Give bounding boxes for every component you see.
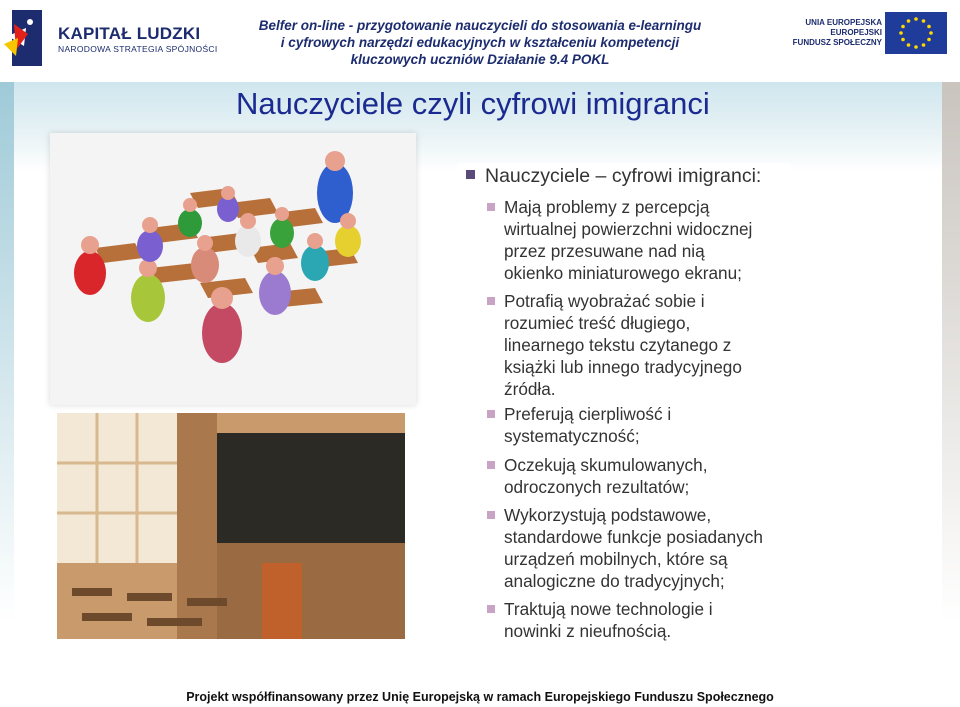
eu-label-line: FUNDUSZ SPOŁECZNY — [792, 38, 882, 47]
sub-bullet — [504, 504, 794, 592]
sub-bullet — [504, 454, 794, 498]
sub-bullet-icon — [487, 461, 495, 469]
project-title-line: Belfer on-line - przygotowanie nauczycieli do stosowania e-learningu — [258, 18, 702, 33]
sub-bullet — [504, 598, 794, 642]
sub-bullet-line: urządzeń mobilnych, które są — [504, 549, 728, 569]
main-bullet — [466, 165, 761, 188]
sub-bullet — [504, 403, 794, 447]
eu-flag-icon — [885, 12, 947, 54]
sub-bullet — [504, 290, 794, 400]
main-bullet-emphasis: cyfrowi imigranci — [611, 165, 756, 187]
sub-bullet-icon — [487, 605, 495, 613]
kapital-ludzki-subtitle: NARODOWA STRATEGIA SPÓJNOŚCI — [58, 44, 218, 54]
sub-bullet-line: systematyczność; — [504, 426, 640, 446]
sub-bullet-icon — [487, 511, 495, 519]
project-title-line: kluczowych uczniów Działanie 9.4 POKL — [350, 52, 610, 67]
classroom-photo — [57, 413, 405, 639]
sub-bullet-icon — [487, 297, 495, 305]
main-bullet-prefix: Nauczyciele – — [485, 165, 612, 187]
sub-bullet-line: przez przesuwane nad nią — [504, 241, 705, 261]
sub-bullet-line: Oczekują skumulowanych, — [504, 455, 708, 475]
sub-bullet-line: Traktują nowe technologie i — [504, 599, 713, 619]
footer-note: Projekt współfinansowany przez Unię Europejską w ramach Europejskiego Funduszu Społecznego — [186, 690, 774, 704]
eu-label-line: EUROPEJSKI — [830, 28, 882, 37]
slide-title: Nauczyciele czyli cyfrowi imigranci — [236, 86, 710, 121]
sub-bullet-line: linearnego tekstu czytanego z — [504, 335, 732, 355]
sub-bullet-line: standardowe funkcje posiadanych — [504, 527, 763, 547]
sub-bullet-line: źródła. — [504, 379, 556, 399]
sub-bullet — [504, 196, 794, 284]
sub-bullet-line: rozumieć treść długiego, — [504, 313, 691, 333]
sub-bullet-line: wirtualnej powierzchni widocznej — [504, 219, 753, 239]
classroom-figures-illustration — [50, 133, 416, 405]
sub-bullet-line: analogiczne do tradycyjnych; — [504, 571, 725, 591]
sub-bullet-icon — [487, 410, 495, 418]
sub-bullet-line: nowinki z nieufnością. — [504, 621, 672, 641]
project-title-line: i cyfrowych narzędzi edukacyjnych w kształceniu kompetencji — [280, 35, 680, 50]
project-title — [230, 17, 730, 68]
sub-bullet-line: książki lub innego tradycyjnego — [504, 357, 742, 377]
kapital-ludzki-wordmark: KAPITAŁ LUDZKI — [58, 24, 201, 43]
sub-bullet-line: okienko miniaturowego ekranu; — [504, 263, 742, 283]
sub-bullet-icon — [487, 203, 495, 211]
slide-header — [0, 0, 960, 82]
decorative-left-strip — [0, 82, 14, 622]
eu-fund-label — [790, 18, 882, 48]
sub-bullet-line: Preferują cierpliwość i — [504, 404, 672, 424]
decorative-right-strip — [942, 82, 960, 622]
sub-bullet-line: odroczonych rezultatów; — [504, 477, 690, 497]
bullet-square-icon — [466, 170, 475, 179]
sub-bullet-line: Mają problemy z percepcją — [504, 197, 710, 217]
main-bullet-suffix: : — [755, 165, 762, 187]
sub-bullet-line: Potrafią wyobrażać sobie i — [504, 291, 705, 311]
sub-bullet-line: Wykorzystują podstawowe, — [504, 505, 712, 525]
eu-label-line: UNIA EUROPEJSKA — [805, 18, 882, 27]
